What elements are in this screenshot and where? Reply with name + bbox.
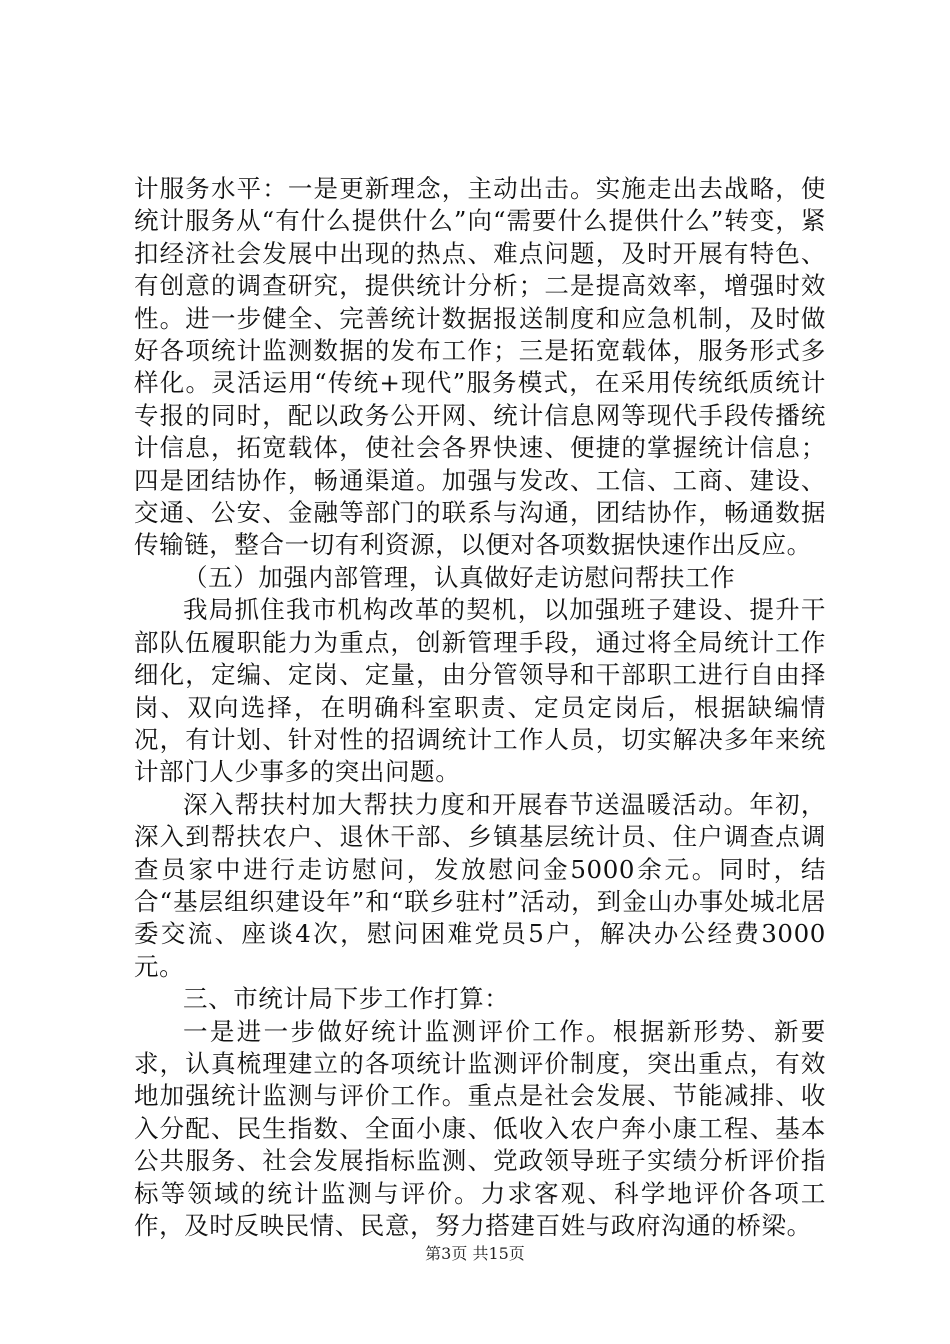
page-number-footer: 第3页 共15页 (425, 1244, 525, 1263)
paragraph-monitoring-evaluation: 一是进一步做好统计监测评价工作。根据新形势、新要求，认真梳理建立的各项统计监测评价制度，突出重点，有效地加强统计监测与评价工作。重点是社会发展、节能减排、收入分配、民生指数、全面小康、低收入农户奔小康工程、基本公共服务、社会发展指标监测、党政领导班子实绩分析评价指标等领域的统计监测与评价。力求客观、科学地评价各项工作，及时反映民情、民意，努力搭建百姓与政府沟通的桥梁。 (134, 1016, 826, 1240)
section-heading-internal-management: （五）加强内部管理，认真做好走访慰问帮扶工作 (183, 562, 736, 592)
document-body (134, 173, 826, 1242)
paragraph-institutional-reform: 我局抓住我市机构改革的契机，以加强班子建设、提升干部队伍履职能力为重点，创新管理手段，通过将全局统计工作细化，定编、定岗、定量，由分管领导和干部职工进行自由择岗、双向选择，在明确科室职责、定员定岗后，根据缺编情况，有计划、针对性的招调统计工作人员，切实解决多年来统计部门人少事多的突出问题。 (134, 595, 826, 787)
section-heading-next-steps: 三、市统计局下步工作打算： (183, 984, 510, 1014)
paragraph-statistics-services: 计服务水平：一是更新理念，主动出击。实施走出去战略，使统计服务从“有什么提供什么”向“需要什么提供什么”转变，紧扣经济社会发展中出现的热点、难点问题，及时开展有特色、有创意的调查研究，提供统计分析；二是提高效率，增强时效性。进一步健全、完善统计数据报送制度和应急机制，及时做好各项统计监测数据的发布工作；三是拓宽载体，服务形式多样化。灵活运用“传统+现代”服务模式，在采用传统纸质统计专报的同时，配以政务公开网、统计信息网等现代手段传播统计信息，拓宽载体，使社会各界快速、便捷的掌握统计信息；四是团结协作，畅通渠道。加强与发改、工信、工商、建设、交通、公安、金融等部门的联系与沟通，团结协作，畅通数据传输链，整合一切有利资源，以便对各项数据快速作出反应。 (134, 174, 826, 560)
paragraph-assistance-activities: 深入帮扶村加大帮扶力度和开展春节送温暖活动。年初，深入到帮扶农户、退休干部、乡镇基层统计员、住户调查点调查员家中进行走访慰问，发放慰问金5000余元。同时，结合“基层组织建设年”和“联乡驻村”活动，到金山办事处城北居委交流、座谈4次，慰问困难党员5户，解决办公经费3000元。 (134, 789, 826, 981)
